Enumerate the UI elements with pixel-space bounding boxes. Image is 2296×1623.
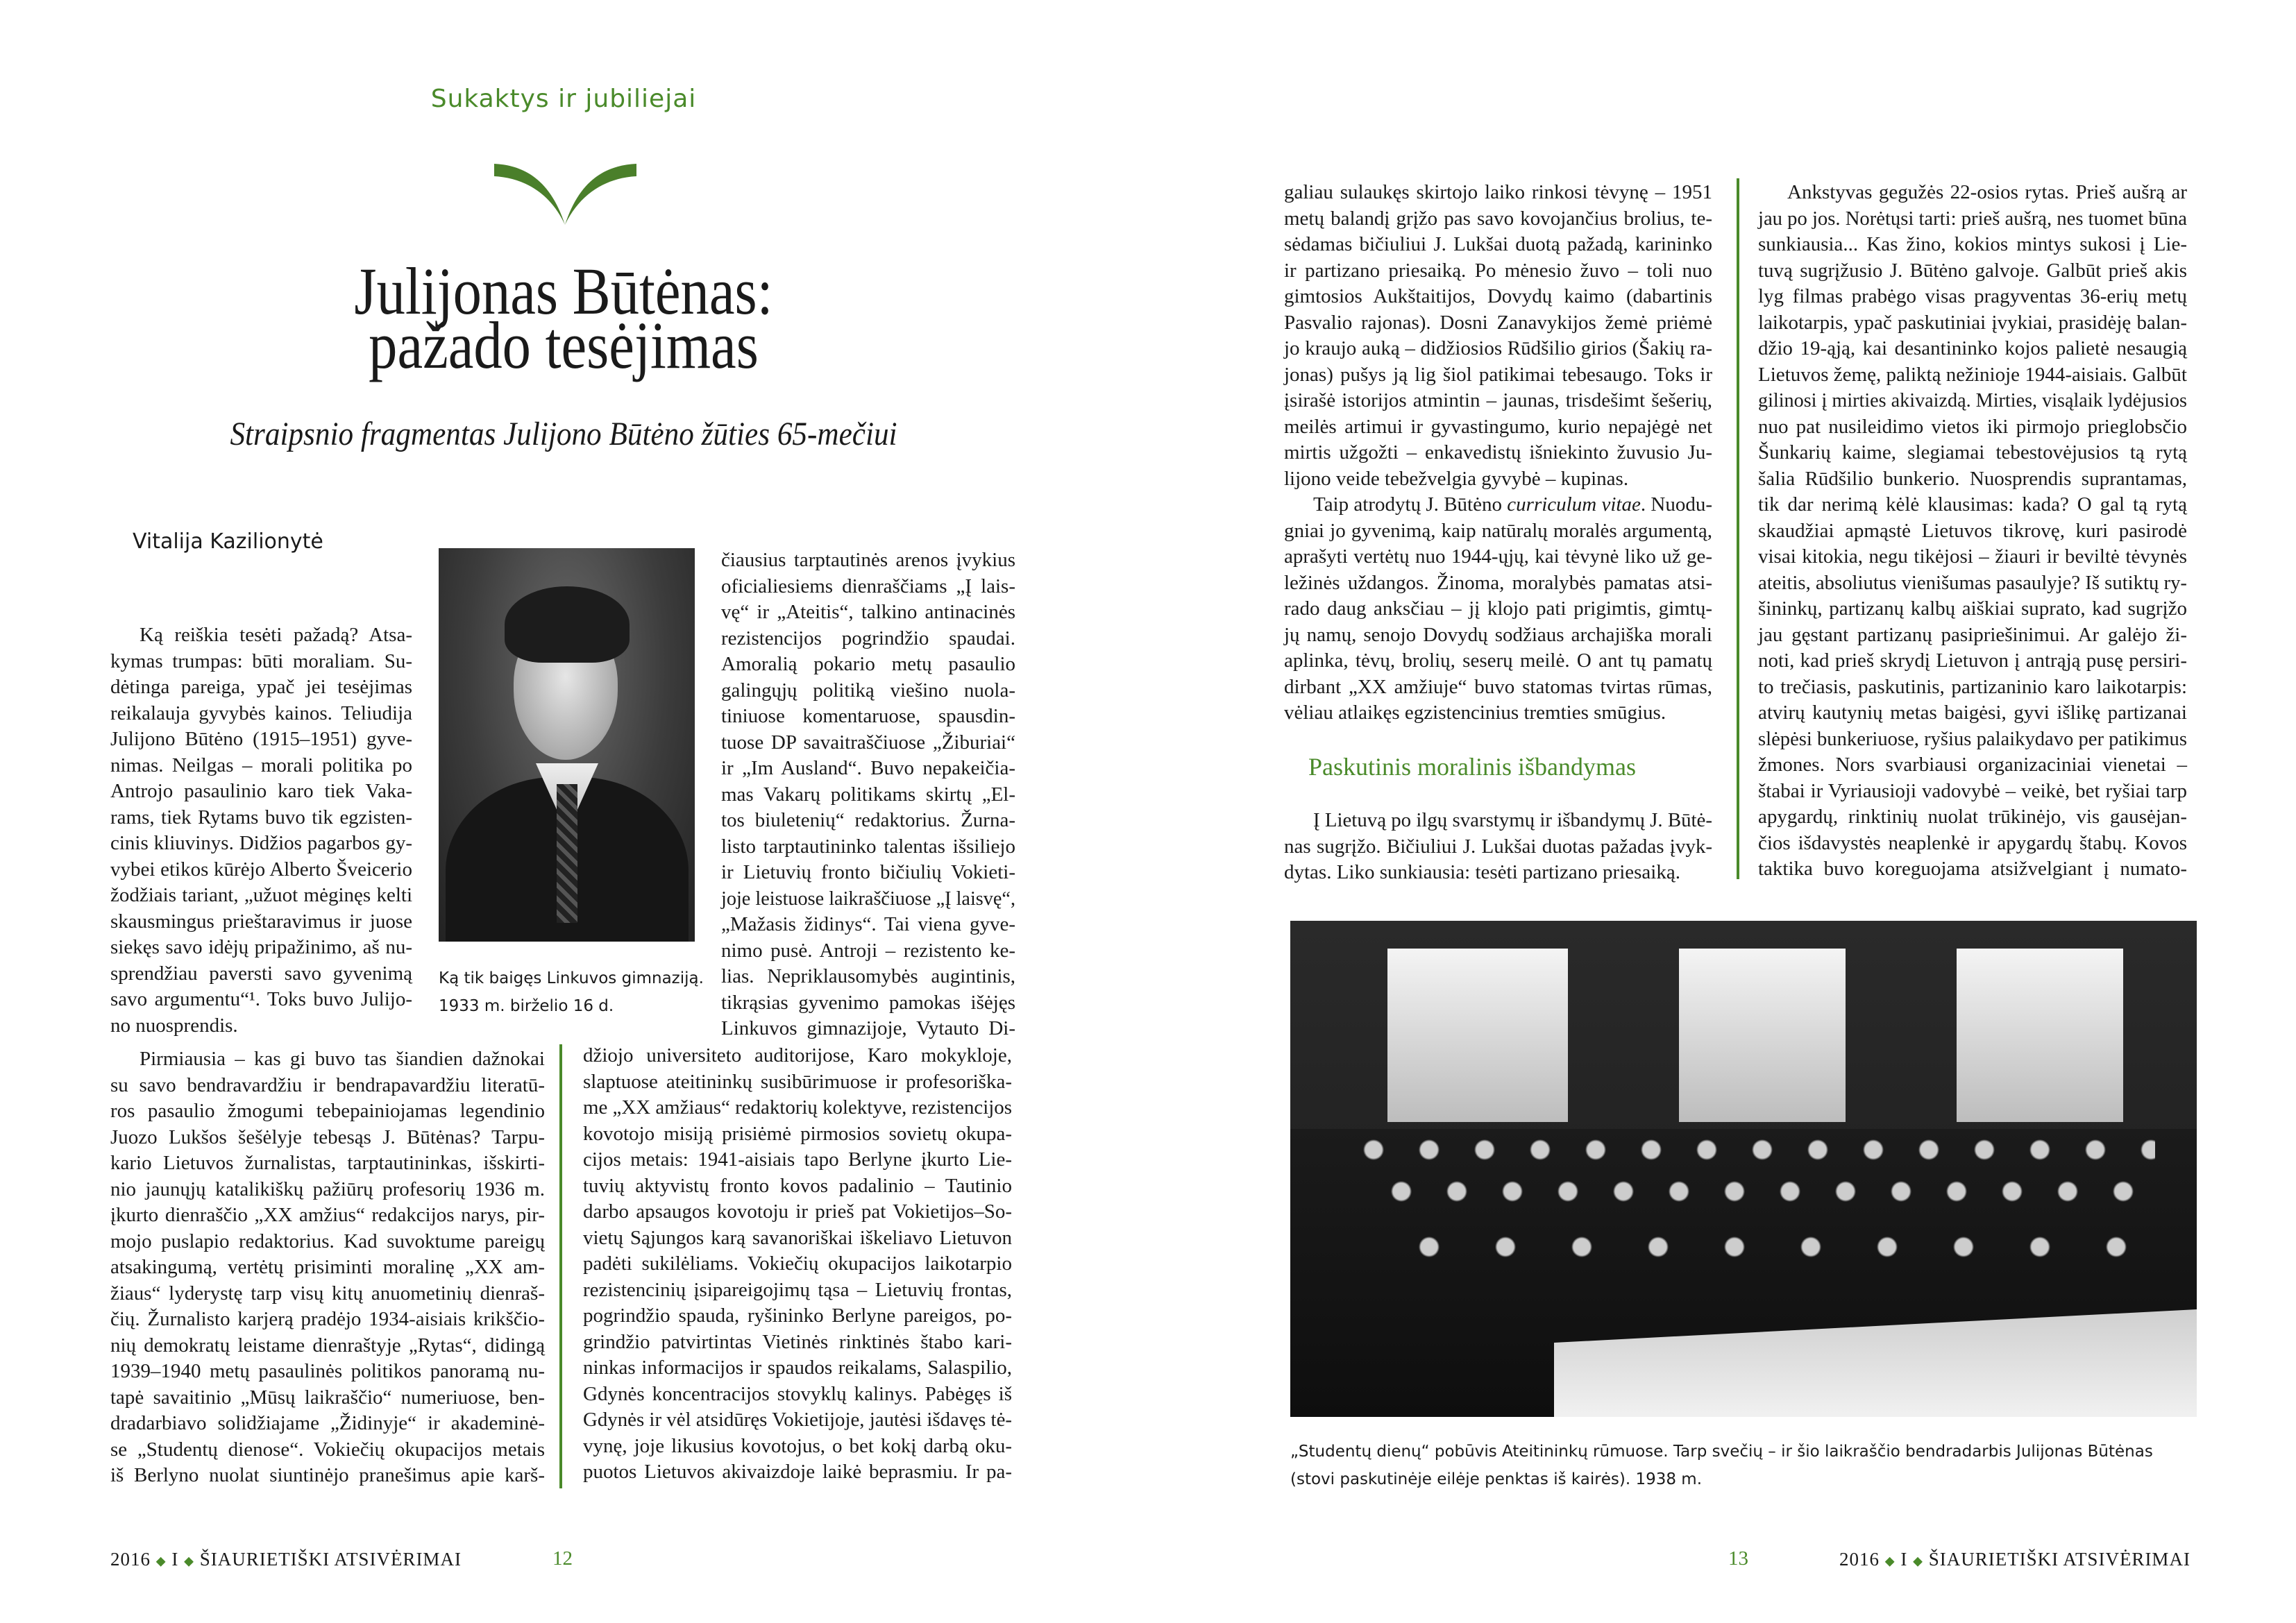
text-line-content: mas Vakarų politikams skirtų „El- <box>721 783 1015 806</box>
text-line-content: skaudžiai apmąstė Lietuvos tikrovę, kuri pasirodė <box>1758 519 2187 542</box>
text-line <box>721 782 1015 808</box>
text-line-content: reikalauja gyvybės kainos. Teliudija <box>110 702 412 724</box>
text-line-content: štabai ir Vyriausioji vadovybė – veikė, bet ryšiai tarp <box>1758 779 2187 802</box>
portrait-caption <box>439 965 704 1020</box>
text-line <box>110 1333 545 1359</box>
text-line <box>1758 518 2187 545</box>
text-line <box>583 1199 1012 1225</box>
text-line-content: listo tarptautininko talentas išsiliejo <box>721 835 1015 858</box>
text-line-content: oficialiesiems dienraščiams „Į lais- <box>721 575 1015 597</box>
text-line-content: savo argumentu“¹. Toks buvo Julijo- <box>110 988 412 1010</box>
text-line <box>1758 570 2187 597</box>
text-line <box>110 1046 545 1073</box>
text-line-content: vę“ ir „Ateitis“, talkino antinacinės <box>721 601 1015 623</box>
text-line <box>1284 596 1712 622</box>
group-photo-caption-line2: (stovi paskutinėje eilėje penktas iš kairės). 1938 m. <box>1290 1470 1703 1488</box>
text-line-content: to trečiasis, paskutinis, partizaninio karo laikotarpis: <box>1758 675 2187 698</box>
footer-journal: ŠIAURIETIŠKI ATSIVĖRIMAI <box>199 1549 462 1570</box>
text-line-content: dirbant „XX amžiuje“ buvo statomas tvirtas rūmas, <box>1284 675 1712 698</box>
text-line-content: jau po jos. Norėtųsi tarti: prieš aušrą, nes tuomet būna <box>1758 207 2187 230</box>
text-line <box>721 678 1015 704</box>
text-line <box>721 730 1015 756</box>
text-line <box>583 1434 1012 1460</box>
text-line <box>1284 206 1712 232</box>
text-line-content: Pasvalio rajonas). Dosni Zanavykijos žemė priėmė <box>1284 311 1712 334</box>
text-line-content: ros pasaulio žmogumi tebepainiojamas legendinio <box>110 1100 545 1122</box>
text-line <box>583 1147 1012 1173</box>
text-line <box>1758 596 2187 622</box>
text-line <box>1758 414 2187 441</box>
text-line-content: kario Lietuvos žurnalistas, tarptautininkas, išskirti- <box>110 1152 545 1174</box>
text-line-content: apygardų, rinktinių nuolat trūkinėjo, vis gausėjan- <box>1758 806 2187 828</box>
text-line <box>1284 258 1712 284</box>
text-line-content: se „Studentų dienose“. Vokiečių okupacijos metais <box>110 1438 545 1461</box>
text-line-content: Antrojo pasaulinio karo tiek Vaka- <box>110 780 412 802</box>
text-column-2b <box>583 1043 1012 1486</box>
text-line <box>1284 232 1712 258</box>
text-line <box>721 860 1015 886</box>
text-line-content: metų balandį grįžo pas savo kovojančius brolius, te- <box>1284 207 1712 230</box>
text-line <box>110 1359 545 1385</box>
text-line-content: šalia Rūdšilio bunkerio. Nuosprendis suprantamas, <box>1758 467 2187 490</box>
text-line-content: čios išdavystės neaplenkė ir apygardų štabų. Kovos <box>1758 831 2187 854</box>
text-line <box>110 753 412 779</box>
text-line <box>110 1098 545 1125</box>
text-line <box>583 1069 1012 1096</box>
text-line <box>1284 336 1712 362</box>
text-line <box>1284 310 1712 337</box>
text-line <box>110 1203 545 1229</box>
text-line-content: rezistencijos pogrindžio spaudai. <box>721 627 1015 649</box>
text-line <box>1758 726 2187 753</box>
text-line <box>110 935 412 961</box>
text-line-content: mojo puslapio redaktorius. Kad suvoktume pareigų <box>110 1230 545 1252</box>
text-column-4 <box>1758 180 2187 883</box>
diamond-icon: ◆ <box>1884 1554 1896 1568</box>
text-line-content: jų namų, senojo Dovydų sodžiaus archajiška morali <box>1284 623 1712 646</box>
text-line <box>583 1355 1012 1382</box>
portrait-caption-line1: Ką tik baigęs Linkuvos gimnaziją. <box>439 969 704 987</box>
text-line <box>110 1385 545 1411</box>
text-line-content: Amoralią pokario metų pasaulio <box>721 653 1015 675</box>
text-line <box>110 1177 545 1203</box>
text-line <box>1758 466 2187 493</box>
text-line <box>583 1095 1012 1121</box>
text-line <box>110 649 412 675</box>
text-line-content: sėdamas bičiuliui J. Lukšai duotą pažadą, karininko <box>1284 233 1712 255</box>
text-line-content: grindžio patvirtintas Vietinės rinktinės štabo kari- <box>583 1330 1012 1353</box>
text-line <box>110 1229 545 1255</box>
text-line <box>1758 700 2187 726</box>
text-line-content: lijono veide tebežvelgia gyvybė – kupinas. <box>1284 467 1629 490</box>
text-line-content: lias. Nepriklausomybės augintinis, <box>721 965 1015 987</box>
footer-issue: I <box>171 1549 179 1570</box>
group-photo-caption <box>1290 1438 2153 1493</box>
text-line-content: Lietuvos žemę, paliktą nežinioje 1944-aisiais. Galbūt <box>1758 363 2187 386</box>
text-line <box>110 1125 545 1151</box>
text-line-content: galiau sulaukęs skirtojo laiko rinkosi tėvynę – 1951 <box>1284 181 1712 203</box>
text-line <box>1284 466 1712 493</box>
text-line <box>1758 831 2187 857</box>
article-title-line2: pažado tesėjimas <box>369 308 759 382</box>
text-line <box>721 626 1015 652</box>
text-line <box>110 1281 545 1307</box>
diamond-icon: ◆ <box>1913 1554 1923 1568</box>
text-line-content: lyg filmas prabėgo visas pragyventas 36-erių metų <box>1758 285 2187 307</box>
text-line-content: ir „Im Ausland“. Buvo nepakeičia- <box>721 757 1015 779</box>
text-line <box>110 1411 545 1437</box>
text-line-content: tapė savaitinio „Mūsų laikraščio“ numeriuose, ben- <box>110 1386 545 1409</box>
text-line-content: tuvių aktyvistų fronto kovos padalinio – Tautinio <box>583 1174 1012 1197</box>
text-line <box>721 704 1015 730</box>
group-photo <box>1290 921 2197 1417</box>
text-line <box>1758 804 2187 831</box>
text-line-content: tos biuletenių“ redaktorius. Žurna- <box>721 809 1015 831</box>
text-line-content: atsakingumą, vertėtų prisiminti moralinę „XX am- <box>110 1256 545 1278</box>
text-line <box>110 1150 545 1177</box>
text-line <box>583 1043 1012 1069</box>
italic-phrase: curriculum vitae <box>1507 493 1641 516</box>
text-line-content: gilinosi į mirties akivaizdą. Mirties, visąlaik lydėjusios <box>1758 389 2187 411</box>
text-line-content: Į Lietuvą po ilgų svarstymų ir išbandymų J. Būtė- <box>1313 809 1712 831</box>
text-line <box>721 574 1015 600</box>
text-line <box>110 805 412 831</box>
text-line <box>721 1016 1015 1042</box>
text-line-content: jo kraujo auką – didžiosios Rūdšilio girios (Šakių ra- <box>1284 337 1712 359</box>
text-line-content: tiniuose komentaruose, spausdin- <box>721 705 1015 727</box>
text-line <box>1284 180 1712 206</box>
text-line <box>1758 622 2187 649</box>
text-line <box>1284 492 1712 518</box>
footer-year: 2016 <box>110 1549 151 1570</box>
text-line-content: su savo bendravardžiu ir bendrapavardžiu literatū- <box>110 1073 545 1096</box>
text-line-content: cinis kliuvinys. Didžios pagarbos gy- <box>110 832 412 854</box>
text-line <box>1284 860 1712 886</box>
text-line-content: noti, kad prieš skrydį Lietuvon į antrąją pusę persiri- <box>1758 649 2187 672</box>
text-line-content: nimo pusė. Antroji – rezistento ke- <box>721 939 1015 962</box>
text-line-content: nimas. Neilgas – morali politika po <box>110 754 412 776</box>
text-line-content: siekęs savo idėjų pripažinimo, aš nu- <box>110 936 412 958</box>
text-line <box>1758 856 2187 883</box>
text-line-content: žmones. Nors svarbiausi organizaciniai vienetai – <box>1758 754 2187 776</box>
text-line <box>1758 648 2187 674</box>
text-line-content: nio jaunųjų katalikiškų pažiūrų profesorių 1936 m. <box>110 1178 545 1200</box>
text-line-content: skausmingus prieštaravimus ir juose <box>110 910 412 933</box>
text-line-content: čių. Žurnalisto karjerą pradėjo 1934-aisiais krikščio- <box>110 1308 545 1330</box>
text-line <box>110 883 412 909</box>
text-line <box>1758 779 2187 805</box>
diamond-icon: ◆ <box>155 1554 167 1568</box>
section-label: Sukaktys ir jubiliejai <box>430 85 697 113</box>
text-column-3a <box>1284 180 1712 726</box>
text-line-content: tuvą sugrįžusio J. Būtėno galvoje. Galbūt prieš akis <box>1758 259 2187 282</box>
author-name: Vitalija Kazilionytė <box>133 529 323 554</box>
text-line-content: Gdynės ir vėl atsidūręs Vokietijoje, jautėsi išdavęs tė- <box>583 1409 1012 1431</box>
text-line <box>110 1073 545 1099</box>
text-line-content: vietų Sąjungos karą savanoriškai iškeliavo Lietuvon <box>583 1226 1012 1249</box>
text-line-content: padėti sukilėliams. Vokiečių okupacijos laikotarpio <box>583 1252 1012 1275</box>
column-rule <box>559 1044 562 1488</box>
text-line <box>583 1121 1012 1148</box>
text-line <box>583 1382 1012 1408</box>
text-line-content: ir partizano priesaiką. Po mėnesio žuvo – toli nuo <box>1284 259 1712 282</box>
text-line <box>1284 414 1712 441</box>
text-line <box>721 834 1015 860</box>
text-line <box>721 652 1015 678</box>
leaf-logo-icon <box>494 164 636 225</box>
text-line <box>721 600 1015 626</box>
page-number-left: 12 <box>552 1547 573 1570</box>
text-line-content: nuo pat nusileidimo vietos iki pirmojo prieglobsčio <box>1758 415 2187 438</box>
text-line-content: kovotojo misiją prisiėmė pirmosios sovietų okupa- <box>583 1122 1012 1145</box>
text-line-content: tik dar nerimą kėlė klausimas: kada? O gal tą rytą <box>1758 493 2187 516</box>
text-line-content: gimtosios Aukštaitijos, Dovydų kaimo (dabartinis <box>1284 285 1712 307</box>
text-line <box>1758 284 2187 310</box>
text-line-content: 1939–1940 metų pasaulinės politikos panoramą nu- <box>110 1360 545 1382</box>
text-line-content: mirtis užgožti – enkavedistų išniekinto žuvusio Ju- <box>1284 441 1712 464</box>
text-line-content: vynę, joje likusius kovotojus, o bet kokį darbą oku- <box>583 1434 1012 1457</box>
footer-issue: I <box>1900 1549 1908 1570</box>
text-line-content: no nuosprendis. <box>110 1014 238 1037</box>
text-line <box>110 1013 412 1039</box>
text-line-content: Julijono Būtėno (1915–1951) gyve- <box>110 728 412 750</box>
text-line <box>110 701 412 727</box>
text-line-content: čiausius tarptautinės arenos įvykius <box>721 549 1015 571</box>
text-line-content: darbo apsaugos kovotoju ir prieš pat Vokietijos–So- <box>583 1200 1012 1223</box>
text-line-content: vėliau atlaikęs egzistencinius tremties smūgius. <box>1284 702 1666 724</box>
text-line <box>1284 388 1712 414</box>
text-line <box>1284 544 1712 570</box>
text-line-content: džio 19-ąją, kai desantininko kojos palietė nesaugią <box>1758 337 2187 359</box>
text-line <box>1758 440 2187 466</box>
text-line <box>1284 518 1712 545</box>
text-line-content: Gdynės koncentracijos stovyklų kalinys. Pabėgęs iš <box>583 1382 1012 1405</box>
text-line-content: ateitis, absoliutus vienišumas pasaulyje? Iš sutiktų ry- <box>1758 571 2187 594</box>
text-line-content: rado daug anksčiau – jį klojo pati prigimtis, gimtų- <box>1284 597 1712 620</box>
text-line-content: žiaus“ lyderystę tarp visų kitų anuometinių dienraš- <box>110 1282 545 1305</box>
text-fragment: Taip atrodytų J. Būtėno <box>1313 493 1508 516</box>
text-line-content: sprendžiau paversti savo gyvenimą <box>110 962 412 985</box>
footer-right <box>1839 1549 2191 1570</box>
text-line <box>583 1225 1012 1252</box>
text-line <box>1758 206 2187 232</box>
section-heading: Paskutinis moralinis išbandymas <box>1308 753 1636 781</box>
text-line-content: atvirų kautynių metas baigėsi, gyvi išlikę partizanai <box>1758 702 2187 724</box>
column-rule <box>1737 178 1739 879</box>
text-line <box>110 1437 545 1463</box>
text-line <box>110 1307 545 1333</box>
text-line <box>110 831 412 857</box>
text-line-content: rezistencinių įsipareigojimų tąsa – Lietuvių frontas, <box>583 1278 1012 1301</box>
text-line-content: puotos Lietuvos akivaizdoje laikė beprasmiu. Ir pa- <box>583 1461 1012 1483</box>
text-column-2a <box>721 547 1015 1042</box>
text-line <box>1758 258 2187 284</box>
text-line-content: nas sugrįžo. Bičiuliui J. Lukšai duotas pažadas įvyk- <box>1284 835 1712 858</box>
text-column-1a <box>110 622 412 1039</box>
text-line <box>1758 674 2187 701</box>
text-line-content: jonas) pušys ją lig šiol patikimai tebesaugo. Toks ir <box>1284 363 1712 386</box>
text-line-content: vybei etikos kūrėjo Alberto Šveicerio <box>110 858 412 881</box>
text-line-content: jau gęstant partizanų pasipriešinimui. Ar galėjo ži- <box>1758 623 2187 646</box>
text-line-content: laikotarpis, ypač paskutiniai įvykiai, prasidėję balan- <box>1758 311 2187 334</box>
text-line-content: džiojo universiteto auditorijose, Karo mokykloje, <box>583 1044 1012 1067</box>
text-line <box>1284 284 1712 310</box>
text-line-content: ir Lietuvių fronto bičiulių Vokieti- <box>721 861 1015 883</box>
text-line <box>1284 570 1712 597</box>
text-line-content: taktika buvo koreguojama atsižvelgiant į numato- <box>1758 858 2187 880</box>
text-line <box>1758 180 2187 206</box>
text-line <box>583 1329 1012 1356</box>
text-line <box>1284 674 1712 701</box>
text-line <box>110 909 412 935</box>
text-line-content: me „XX amžiaus“ redaktorių kolektyve, rezistencijos <box>583 1096 1012 1119</box>
text-line <box>110 1255 545 1281</box>
text-line <box>1758 232 2187 258</box>
text-line <box>1758 310 2187 337</box>
text-line <box>1758 388 2187 414</box>
text-line-content: ležinės uždangos. Žinoma, moralybės pamatas atsi- <box>1284 571 1712 594</box>
text-line-content: „Mažasis židinys“. Tai viena gyve- <box>721 913 1015 935</box>
text-line <box>1284 622 1712 649</box>
text-line-content: slėpėsi bunkeriuose, ryšius palaikydavo per patikimus <box>1758 727 2187 750</box>
text-line <box>583 1173 1012 1200</box>
text-line <box>583 1459 1012 1486</box>
text-line-content: Ką reiškia tesėti pažadą? Atsa- <box>140 624 412 646</box>
text-line-content: žodžiais tariant, „užuot mėginęs kelti <box>110 884 412 906</box>
text-line <box>583 1251 1012 1277</box>
text-line-content: Šunkarių kaime, slegiamai tebestovėjusios tą rytą <box>1758 441 2187 464</box>
footer-year: 2016 <box>1839 1549 1880 1570</box>
text-line-content: šininkų, partizanų kalbų aiškiai suprato, kad sugrįžo <box>1758 597 2187 620</box>
text-line <box>583 1303 1012 1329</box>
text-line-content: įsirašė istorijos atmintin – jaunas, trisdešimt šešerių, <box>1284 389 1712 411</box>
text-line-content: tikrąsias gyvenimo pamokas išėjęs <box>721 991 1015 1014</box>
text-line <box>1758 336 2187 362</box>
text-line <box>1758 492 2187 518</box>
portrait-photo <box>439 548 695 942</box>
text-line-content: nių demokratų leistame dienraštyje „Rytas“, didingą <box>110 1334 545 1357</box>
text-line-content: Pirmiausia – kas gi buvo tas šiandien dažnokai <box>140 1048 545 1070</box>
portrait-caption-line2: 1933 m. birželio 16 d. <box>439 997 614 1015</box>
text-line-content: iš Berlyno nuolat siuntinėjo pranešimus apie karš- <box>110 1464 545 1486</box>
text-line <box>583 1407 1012 1434</box>
text-line <box>721 912 1015 938</box>
text-fragment: . Nuodu- <box>1640 493 1712 516</box>
text-line <box>1284 808 1712 834</box>
group-photo-caption-line1: „Studentų dienų“ pobūvis Ateitininkų rūmuose. Tarp svečių – ir šio laikraščio bendradarbis Julijonas Būtėnas <box>1290 1443 2153 1461</box>
text-line <box>110 857 412 883</box>
text-line-content: meilės artimui ir gyvastingumo, kurio nepajėgė net <box>1284 415 1712 438</box>
text-line-content: visai kitokia, negu tikėjosi – žiauri ir beviltė tėvynės <box>1758 545 2187 568</box>
text-line <box>583 1277 1012 1304</box>
text-line <box>721 964 1015 990</box>
text-line-content: cijos metais: 1941-aisiais tapo Berlyne įkurto Lie- <box>583 1148 1012 1171</box>
text-column-3b <box>1284 808 1712 886</box>
text-line <box>110 779 412 805</box>
text-line <box>721 808 1015 834</box>
text-line <box>721 547 1015 574</box>
text-line-content: Ankstyvas gegužės 22-osios rytas. Prieš aušrą ar <box>1787 181 2187 203</box>
text-line-content: rams, tiek Rytams buvo tik egzisten- <box>110 806 412 829</box>
text-line <box>721 990 1015 1017</box>
text-line <box>1284 440 1712 466</box>
text-column-1b <box>110 1046 545 1489</box>
diamond-icon: ◆ <box>184 1554 194 1568</box>
text-line-content: galingųjų politiką viešino nuola- <box>721 679 1015 702</box>
text-line <box>1758 544 2187 570</box>
text-line-content: įkurto dienraščio „XX amžius“ redakcijos narys, pir- <box>110 1204 545 1226</box>
text-line-content: ninkas informacijos ir spaudos reikalams, Salaspilio, <box>583 1357 1012 1379</box>
text-line-content: dytas. Liko sunkiausia: tesėti partizano priesaiką. <box>1284 861 1680 883</box>
text-line <box>110 1463 545 1489</box>
text-line-content: pogrindžio spauda, ryšininko Berlyne pareigos, po- <box>583 1305 1012 1327</box>
article-title-line1: Julijonas Būtėnas: <box>354 254 773 328</box>
text-line-content <box>1313 492 1712 518</box>
text-line <box>1284 700 1712 726</box>
text-line-content: sunkiausia... Kas žino, kokios mintys sukosi į Lie- <box>1758 233 2187 255</box>
text-line-content: aprašyti vertėtų nuo 1944-ųjų, kai tėvynė liko už ge- <box>1284 545 1712 568</box>
text-line-content: slaptuose ateitininkų susibūrimuose ir profesoriška- <box>583 1070 1012 1093</box>
text-line-content: dradarbiavo solidžiajame „Židinyje“ ir akademinė- <box>110 1412 545 1434</box>
text-line-content: tuose DP savaitraščiuose „Žiburiai“ <box>721 731 1015 754</box>
text-line <box>721 938 1015 965</box>
text-line-content: Juozo Lukšos šešėlyje tebesąs J. Būtėnas? Tarpu- <box>110 1125 545 1148</box>
text-line <box>1758 362 2187 389</box>
text-line <box>110 961 412 987</box>
footer-journal: ŠIAURIETIŠKI ATSIVĖRIMAI <box>1928 1549 2191 1570</box>
text-line-content: Linkuvos gimnazijoje, Vytauto Di- <box>721 1017 1015 1039</box>
text-line <box>1284 834 1712 860</box>
text-line <box>110 622 412 649</box>
text-line <box>110 726 412 753</box>
page-number-right: 13 <box>1728 1547 1748 1570</box>
text-line-content: gniai jo gyvenimą, kaip natūralų moralės argumentą, <box>1284 519 1712 542</box>
text-line-content: joje leistuose laikraščiuose „Į laisvę“, <box>721 887 1015 910</box>
text-line-content: dėtinga pareiga, ypač jei tesėjimas <box>110 676 412 698</box>
text-line-content: aplinka, tėvų, brolių, seserų meilė. O ant tų pamatų <box>1284 649 1712 672</box>
text-line <box>110 674 412 701</box>
text-line-content: kymas trumpas: būti moraliam. Su- <box>110 649 412 672</box>
text-line <box>721 886 1015 912</box>
article-subtitle: Straipsnio fragmentas Julijono Būtėno žūties 65-mečiui <box>230 416 897 452</box>
text-line <box>1284 648 1712 674</box>
footer-left <box>110 1549 462 1570</box>
text-line <box>721 756 1015 782</box>
text-line <box>1284 362 1712 389</box>
text-line <box>1758 752 2187 779</box>
text-line <box>110 987 412 1013</box>
